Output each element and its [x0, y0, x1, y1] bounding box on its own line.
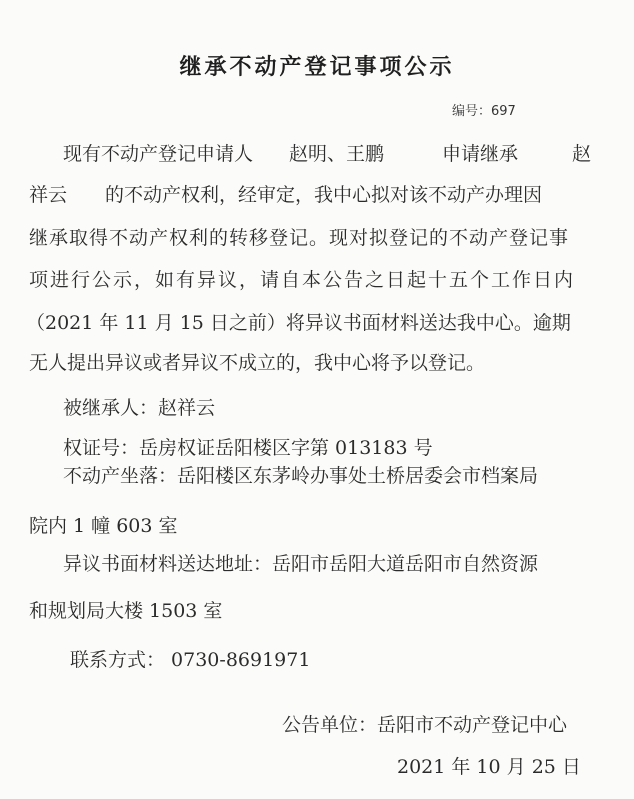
certificate-field: 权证号：岳房权证岳阳楼区字第 013183 号	[63, 437, 433, 459]
body-line-3	[29, 226, 609, 250]
body-line-1	[63, 142, 609, 166]
document-title: 继承不动产登记事项公示	[179, 55, 455, 80]
body-text: （2021 年 11 月 15 日之前）将异议书面材料送达我中心。逾期	[26, 312, 571, 334]
body-text: 无人提出异议或者异议不成立的，我中心将予以登记。	[29, 352, 486, 374]
body-text: 的不动产权利，经审定，我中心拟对该不动产办理因	[105, 184, 543, 206]
decedent-name-part: 祥云	[29, 184, 68, 206]
body-text: 项进行公示，如有异议，请自本公告之日起十五个工作日内	[29, 269, 576, 291]
body-line-2	[29, 183, 542, 207]
contact-field: 联系方式： 0730-8691971	[70, 649, 311, 671]
issue-date: 2021 年 10 月 25 日	[397, 756, 581, 778]
issuing-unit: 公告单位：岳阳市不动产登记中心	[282, 714, 568, 736]
body-line-6	[29, 351, 485, 375]
body-text: 继承取得不动产权利的转移登记。现对拟登记的不动产登记事	[29, 227, 570, 249]
body-text: 现有不动产登记申请人	[63, 143, 254, 165]
location-field-cont: 院内 1 幢 603 室	[29, 515, 178, 537]
body-text: 申请继承	[442, 143, 519, 165]
address-field-cont: 和规划局大楼 1503 室	[29, 600, 223, 622]
applicants-name: 赵明、王鹏	[289, 143, 385, 165]
location-field: 不动产坐落：岳阳楼区东茅岭办事处土桥居委会市档案局	[63, 465, 539, 487]
document-number: 编号：697	[452, 104, 516, 119]
decedent-field: 被继承人：赵祥云	[63, 397, 216, 419]
decedent-name-part: 赵	[572, 143, 592, 165]
address-field: 异议书面材料送达地址：岳阳市岳阳大道岳阳市自然资源	[63, 553, 539, 575]
body-line-5	[26, 311, 571, 335]
body-line-4	[29, 268, 575, 292]
